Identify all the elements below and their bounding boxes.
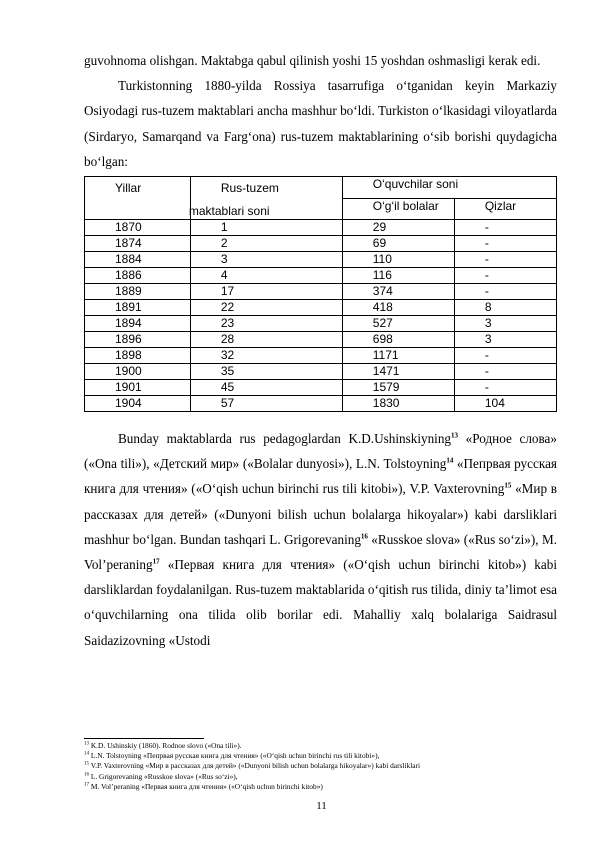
cell-schools: 2: [190, 236, 342, 252]
footnote: [84, 751, 564, 761]
table-row: [85, 252, 557, 268]
cell-girls: -: [454, 380, 556, 396]
cell-year: 1900: [85, 364, 191, 380]
footnote-ref-15: 15: [504, 482, 512, 491]
cell-year: 1874: [85, 236, 191, 252]
header-schools-line1: Rus-tuzem: [220, 181, 279, 196]
cell-boys: 527: [342, 316, 454, 332]
cell-schools: 4: [190, 268, 342, 284]
cell-girls: -: [454, 268, 556, 284]
footnote-text: L. Grigorevaning «Russkoe slova» («Rus so‘zi»),: [89, 771, 238, 781]
table-row: [85, 364, 557, 380]
cell-schools: 17: [190, 284, 342, 300]
table-row: [85, 396, 557, 412]
cell-girls: 3: [454, 316, 556, 332]
cell-year: 1870: [85, 220, 191, 236]
footnote-number: 16: [84, 772, 89, 778]
table-row: [85, 268, 557, 284]
cell-boys: 69: [342, 236, 454, 252]
footnote-number: 13: [84, 741, 89, 747]
table-row: [85, 348, 557, 364]
header-girls: Qizlar: [454, 198, 556, 220]
header-boys: O‘g‘il bolalar: [342, 198, 454, 220]
footnote-number: 14: [84, 751, 89, 757]
paragraph-3: [84, 426, 557, 653]
cell-schools: 45: [190, 380, 342, 396]
footnote: [84, 761, 564, 771]
cell-schools: 32: [190, 348, 342, 364]
cell-year: 1891: [85, 300, 191, 316]
cell-year: 1894: [85, 316, 191, 332]
cell-year: 1898: [85, 348, 191, 364]
footnote: [84, 782, 564, 792]
cell-boys: 374: [342, 284, 454, 300]
footnote-ref-16: 16: [360, 532, 368, 541]
cell-girls: -: [454, 220, 556, 236]
p3-text-2: «Родное слова» («Ona tili»), «Детский мир» («Bolalar dunyosi»), L.N. Tolstoyning: [84, 431, 558, 472]
cell-girls: 8: [454, 300, 556, 316]
cell-boys: 1171: [342, 348, 454, 364]
cell-schools: 28: [190, 332, 342, 348]
table-row: [85, 220, 557, 236]
cell-boys: 116: [342, 268, 454, 284]
cell-boys: 1830: [342, 396, 454, 412]
footnotes: [84, 738, 564, 792]
cell-girls: 3: [454, 332, 556, 348]
cell-schools: 3: [190, 252, 342, 268]
p3-text-5: «Russkoe slova» («Rus so‘zi»), M. Vol’peraning: [84, 531, 557, 573]
p3-text-3: «Пепрвая русская книга для чтения» («O‘qish uchun birinchi rus tili kitobi»), V.P. Vaxterovning: [84, 456, 557, 497]
footnote-text: M. Vol’peraning «Первая книга для чтения» («O‘qish uchun birinchi kitob»): [89, 781, 323, 791]
table-row: [85, 284, 557, 300]
cell-year: 1896: [85, 332, 191, 348]
footnote-ref-17: 17: [152, 557, 160, 566]
table-row: [85, 236, 557, 252]
cell-boys: 1471: [342, 364, 454, 380]
cell-schools: 1: [190, 220, 342, 236]
header-students: O‘quvchilar soni: [342, 177, 556, 199]
footnote-text: V.P. Vaxterovning «Мир в рассказах для детей» («Dunyoni bilish uchun bolalarga hikoyalar») kabi darsliklari: [89, 761, 421, 771]
table-row: [85, 380, 557, 396]
table-row: [85, 300, 557, 316]
cell-schools: 57: [190, 396, 342, 412]
cell-girls: -: [454, 348, 556, 364]
cell-boys: 110: [342, 252, 454, 268]
cell-boys: 29: [342, 220, 454, 236]
cell-year: 1889: [85, 284, 191, 300]
p3-text-4: «Мир в рассказах для детей» («Dunyoni bilish uchun bolalarga hikoyalar») kabi darsliklari mashhur bo‘lgan. Bundan tashqari L. Grigorevaning: [84, 481, 558, 547]
cell-year: 1886: [85, 268, 191, 284]
footnote-text: K.D. Ushinskiy (1860). Rodnoe slovo («Ona tili»).: [89, 741, 242, 750]
table-header-row: [85, 177, 557, 199]
footnote-text: L.N. Tolstoyning «Пепрвая русская книга для чтения» («O‘qish uchun birinchi rus tili kitobi»),: [89, 751, 380, 761]
paragraph-2: Turkistonning 1880-yilda Rossiya tasarrufiga o‘tganidan keyin Markaziy Osiyodagi rus-tuzem maktablari ancha mashhur bo‘ldi. Turkiston o‘lkasidagi viloyatlarda (Sirdaryo, Samarqand va Farg‘ona) rus-tuzem maktablarining o‘sib borishi quydagicha bo‘lgan:: [84, 78, 557, 169]
cell-schools: 35: [190, 364, 342, 380]
page-body: [84, 48, 557, 653]
p3-text-1: Bunday maktablarda rus pedagoglardan K.D.Ushinskiyning: [118, 431, 452, 447]
footnote: [84, 741, 564, 751]
cell-year: 1884: [85, 252, 191, 268]
schools-table: [84, 176, 557, 412]
table-row: [85, 316, 557, 332]
cell-girls: -: [454, 252, 556, 268]
cell-girls: 104: [454, 396, 556, 412]
cell-girls: -: [454, 284, 556, 300]
footnote-number: 17: [84, 782, 89, 788]
cell-year: 1901: [85, 380, 191, 396]
cell-boys: 418: [342, 300, 454, 316]
cell-boys: 698: [342, 332, 454, 348]
cell-boys: 1579: [342, 380, 454, 396]
cell-girls: -: [454, 364, 556, 380]
paragraph-1: guvohnoma olishgan. Maktabga qabul qilinish yoshi 15 yoshdan oshmasligi kerak edi.: [84, 53, 541, 68]
cell-girls: -: [454, 236, 556, 252]
footnote-number: 15: [84, 761, 89, 767]
cell-schools: 23: [190, 316, 342, 332]
header-schools: [190, 177, 342, 220]
p3-text-6: «Первая книга для чтения» («O‘qish uchun birinchi kitob») kabi darsliklardan foydalanilgan. Rus-tuzem maktablarida o‘qitish rus tilida, diniy ta’limot esa o‘quvchilarning ona tilida olib borilar edi. Mahalliy xalq bolalariga Saidrasul Saidazizovning «Ustodi: [84, 557, 557, 648]
header-years: Yillar: [85, 177, 191, 220]
header-schools-line2: maktablari soni: [188, 204, 270, 219]
table-row: [85, 332, 557, 348]
footnote: [84, 772, 564, 782]
footnote-ref-14: 14: [446, 456, 454, 465]
footnote-list: [84, 741, 564, 792]
cell-schools: 22: [190, 300, 342, 316]
footnote-rule: [84, 738, 204, 739]
table-body: [85, 220, 557, 412]
cell-year: 1904: [85, 396, 191, 412]
page-number: 11: [316, 800, 327, 812]
footnote-ref-13: 13: [451, 431, 459, 440]
